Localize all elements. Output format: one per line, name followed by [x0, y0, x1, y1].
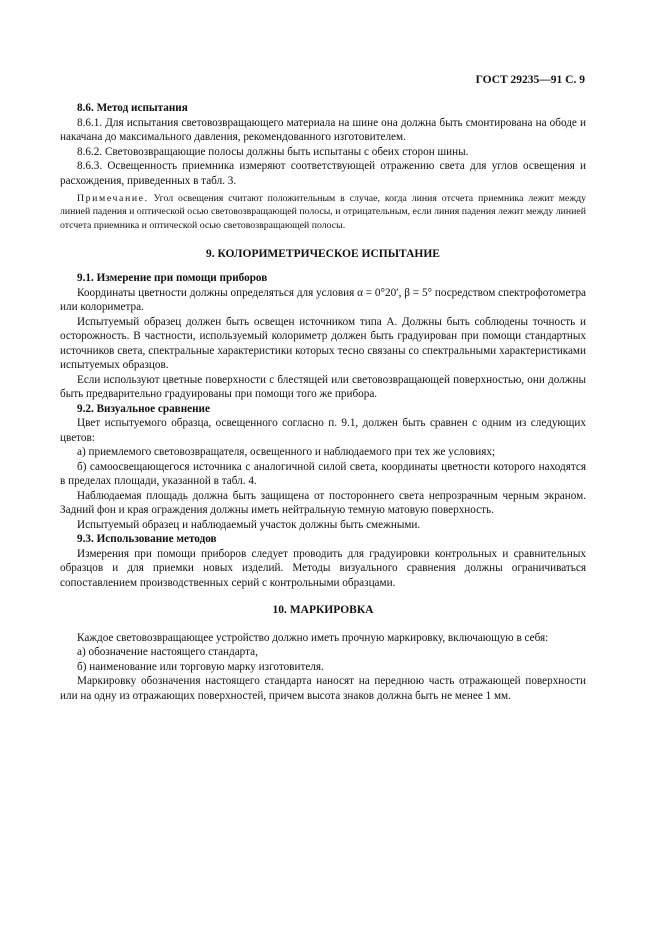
page-header: ГОСТ 29235—91 С. 9 — [475, 74, 585, 86]
note-paragraph — [60, 192, 586, 232]
section-9-2-title: 9.2. Визуальное сравнение — [77, 402, 210, 415]
paragraph-9-3: Измерения при помощи приборов следует проводить для градуировки контрольных и сравнительных образцов и для приемки новых изделий. Методы визуального сравнения должны ограничиваться сопоставлением производственных серий с контрольными образцами. — [60, 547, 586, 589]
paragraph-10-a: Каждое световозвращающее устройство должно иметь прочную маркировку, включающую в себя: — [77, 631, 549, 644]
paragraph-8-6-2: 8.6.2. Световозвращающие полосы должны быть испытаны с обеих сторон шины. — [77, 145, 469, 158]
note-label: Примечание. — [77, 193, 149, 204]
list-item-9-2-a: а) приемлемого световозвращателя, освещенного и наблюдаемого при тех же условиях; — [77, 446, 496, 459]
section-8-6-title: 8.6. Метод испытания — [77, 102, 188, 114]
paragraph-9-1-c: Если используют цветные поверхности с блестящей или световозвращающей поверхностью, они должны быть предварительно градуированы при помощи того же прибора. — [60, 373, 586, 401]
paragraph-9-1-a: Координаты цветности должны определяться для условия α = 0°20′, β = 5° посредством спектрофотометра или колориметра. — [60, 286, 586, 314]
page-content — [60, 101, 586, 703]
paragraph-10-b: Маркировку обозначения настоящего стандарта наносят на переднюю часть отражающей поверхности или на одну из отражающих поверхностей, причем высота знаков должна быть не менее 1 мм. — [60, 675, 586, 702]
section-10-heading: 10. МАРКИРОВКА — [272, 604, 374, 617]
paragraph-8-6-3: 8.6.3. Освещенность приемника измеряют соответствующей отражению света для углов освещения и расхождения, приведенных в табл. 3. — [60, 160, 586, 187]
list-item-9-2-b: б) самоосвещающегося источника с аналогичной силой света, координаты цветности которого находятся в пределах площади, указанной в табл. 4. — [60, 460, 586, 488]
paragraph-9-2-b: Наблюдаемая площадь должна быть защищена от постороннего света непрозрачным черным экраном. Задний фон и края ограждения должны иметь нейтральную темную матовую поверхность. — [60, 489, 586, 517]
note-text: Угол освещения считают положительным в случае, когда линия отсчета приемника лежит между линией падения и оптической осью световозвращающей полосы, и отрицательным, если линия падения лежит между линией отсчета приемника и оптической осью световозвращающей полосы. — [60, 193, 586, 231]
list-item-10-a: а) обозначение настоящего стандарта, — [77, 646, 258, 659]
section-9-heading: 9. КОЛОРИМЕТРИЧЕСКОЕ ИСПЫТАНИЕ — [206, 247, 440, 260]
paragraph-9-2-c: Испытуемый образец и наблюдаемый участок должны быть смежными. — [77, 518, 421, 531]
section-9-3-title: 9.3. Использование методов — [77, 533, 217, 546]
paragraph-8-6-1: 8.6.1. Для испытания световозвращающего материала на шине она должна быть смонтирована на ободе и накачана до максимального давления, рекомендованного изготовителем. — [60, 116, 586, 143]
section-9-1-title: 9.1. Измерение при помощи приборов — [77, 272, 268, 285]
list-item-10-b: б) наименование или торговую марку изготовителя. — [77, 660, 324, 673]
paragraph-9-1-b: Испытуемый образец должен быть освещен источником типа А. Должны быть соблюдены точность и осторожность. В частности, используемый колориметр должен быть градуирован при помощи стандартных источников света, спектральные характеристики которых тесно связаны со спектральными характеристиками испытуемых образцов. — [60, 315, 586, 372]
paragraph-9-2-a: Цвет испытуемого образца, освещенного согласно п. 9.1, должен быть сравнен с одним из следующих цветов: — [60, 417, 586, 444]
